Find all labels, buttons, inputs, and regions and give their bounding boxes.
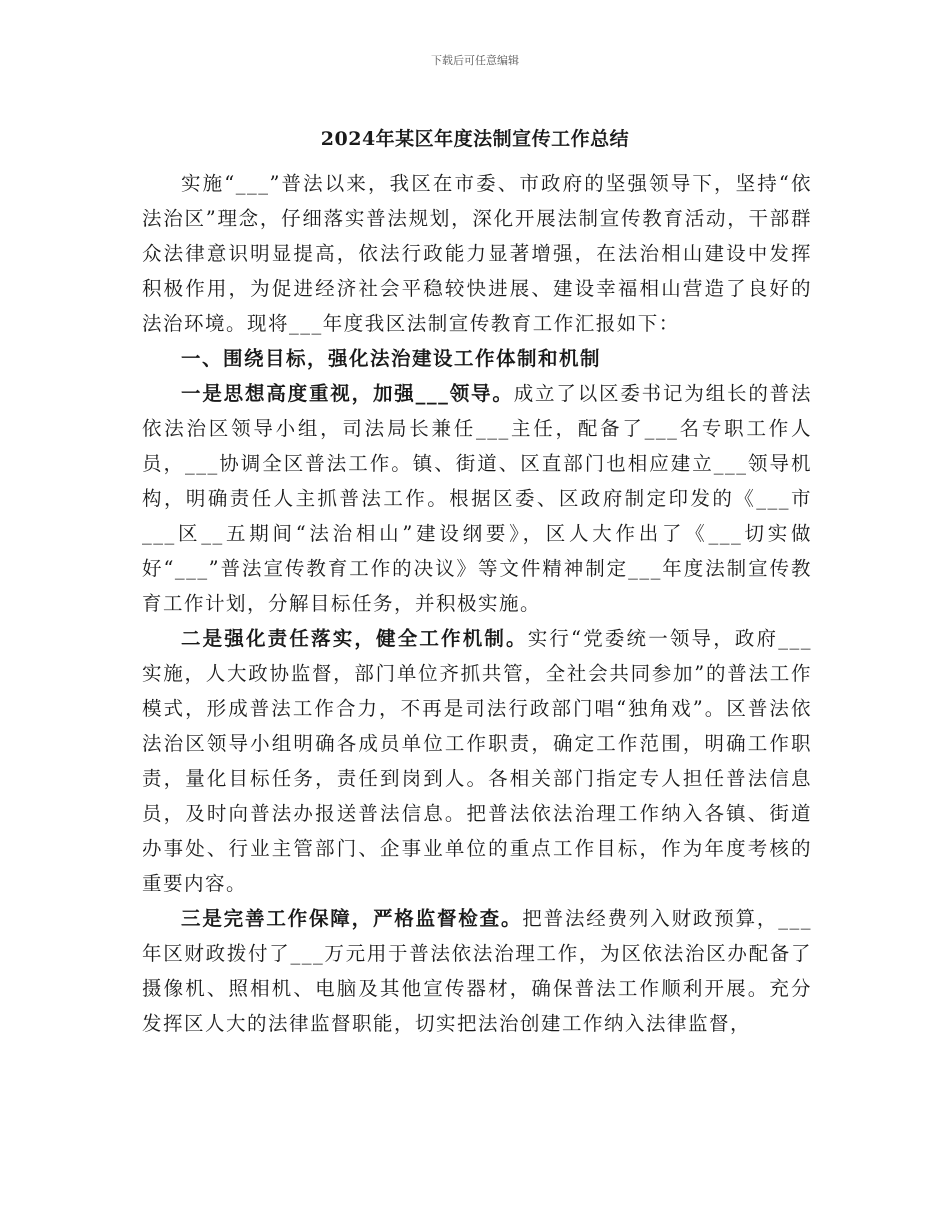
paragraph-2-lead: 二是强化责任落实，健全工作机制。 [181,627,528,650]
paragraph-3-lead: 三是完善工作保障，严格监督检查。 [181,907,523,930]
paragraph-1-lead: 一是思想高度重视，加强___领导。 [181,382,514,405]
document-title: 2024年某区年度法制宣传工作总结 [320,128,630,150]
paragraph-2-text: 实行“党委统一领导，政府___实施，人大政协监督，部门单位齐抓共管，全社会共同参加”的普法工作模式，形成普法工作合力，不再是司法行政部门唱“独角戏”。区普法依法治区领导小组明确各成员单位工作职责，确定工作范围，明确工作职责，量化目标任务，责任到岗到人。各相关部门指定专人担任普法信息员，及时向普法办报送普法信息。把普法依法治理工作纳入各镇、街道办事处、行业主管部门、企事业单位的重点工作目标，作为年度考核的重要内容。 [142,627,812,895]
paragraph-1-text: 成立了以区委书记为组长的普法依法治区领导小组，司法局长兼任___主任，配备了___名专职工作人员，___协调全区普法工作。镇、街道、区直部门也相应建立___领导机构，明确责任人主抓普法工作。根据区委、区政府制定印发的《___市___区__五期间“法治相山”建设纲要》，区人大作出了《___切实做好“___”普法宣传教育工作的决议》等文件精神制定___年度法制宣传教育工作计划，分解目标任务，并积极实施。 [142,382,812,615]
paragraph-3 [142,901,812,1041]
document-body [142,166,812,1041]
paragraph-2 [142,621,812,901]
intro-paragraph: 实施“___”普法以来，我区在市委、市政府的坚强领导下，坚持“依法治区”理念，仔细落实普法规划，深化开展法制宣传教育活动，干部群众法律意识明显提高，依法行政能力显著增强，在法治相山建设中发挥积极作用，为促进经济社会平稳较快进展、建设幸福相山营造了良好的法治环境。现将___年度我区法制宣传教育工作汇报如下： [142,172,812,335]
page-header: 下载后可任意编辑 [431,54,519,67]
section-heading: 一、围绕目标，强化法治建设工作体制和机制 [181,347,602,370]
paragraph-3-text: 把普法经费列入财政预算，___年区财政拨付了___万元用于普法依法治理工作，为区依法治区办配备了摄像机、照相机、电脑及其他宣传器材，确保普法工作顺利开展。充分发挥区人大的法律监督职能，切实把法治创建工作纳入法律监督， [142,907,812,1035]
paragraph-1 [142,376,812,621]
